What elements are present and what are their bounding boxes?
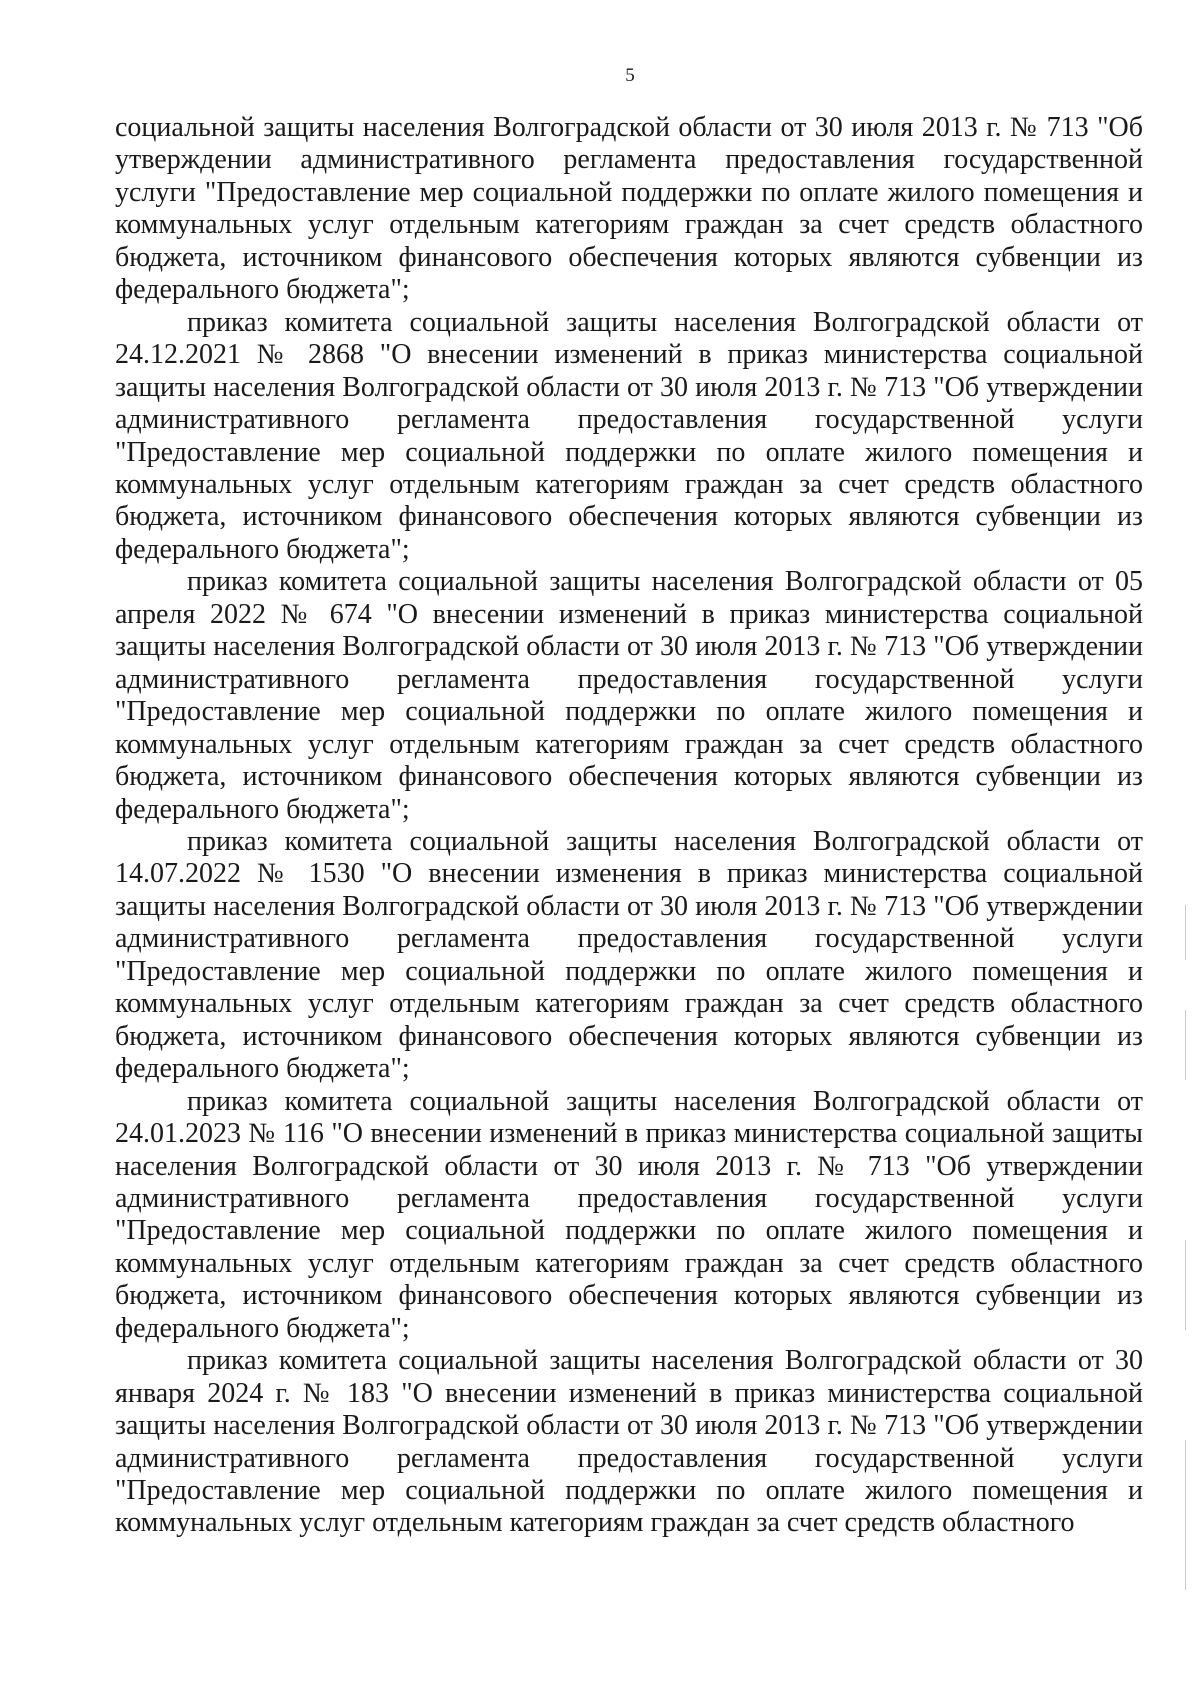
scan-edge-mark xyxy=(1185,1240,1186,1330)
scan-edge-mark xyxy=(1185,1010,1186,1080)
scan-edge-mark xyxy=(1185,905,1186,960)
document-body xyxy=(115,112,1143,1540)
paragraph: социальной защиты населения Волгоградской области от 30 июля 2013 г. № 713 "Об утверждении административного регламента предоставления государственной услуги "Предоставление мер социальной поддержки по оплате жилого помещения и коммунальных услуг отдельным категориям граждан за счет средств областного бюджета, источником финансового обеспечения которых являются субвенции из федерального бюджета"; xyxy=(115,112,1143,306)
page-number: 5 xyxy=(625,65,635,86)
paragraph: приказ комитета социальной защиты населения Волгоградской области от 24.01.2023 № 116 "О внесении изменений в приказ министерства социальной защиты населения Волгоградской области от 30 июля 2013 г. № 713 "Об утверждении административного регламента предоставления государственной услуги "Предоставление мер социальной поддержки по оплате жилого помещения и коммунальных услуг отдельным категориям граждан за счет средств областного бюджета, источником финансового обеспечения которых являются субвенции из федерального бюджета"; xyxy=(115,1085,1143,1344)
paragraph: приказ комитета социальной защиты населения Волгоградской области от 30 января 2024 г. № 183 "О внесении изменений в приказ министерства социальной защиты населения Волгоградской области от 30 июля 2013 г. № 713 "Об утверждении административного регламента предоставления государственной услуги "Предоставление мер социальной поддержки по оплате жилого помещения и коммунальных услуг отдельным категориям граждан за счет средств областного xyxy=(115,1345,1143,1539)
paragraph: приказ комитета социальной защиты населения Волгоградской области от 14.07.2022 № 1530 "О внесении изменения в приказ министерства социальной защиты населения Волгоградской области от 30 июля 2013 г. № 713 "Об утверждении административного регламента предоставления государственной услуги "Предоставление мер социальной поддержки по оплате жилого помещения и коммунальных услуг отдельным категориям граждан за счет средств областного бюджета, источником финансового обеспечения которых являются субвенции из федерального бюджета"; xyxy=(115,825,1143,1085)
scan-edge-mark xyxy=(1185,1440,1186,1590)
paragraph: приказ комитета социальной защиты населения Волгоградской области от 05 апреля 2022 № 674 "О внесении изменений в приказ министерства социальной защиты населения Волгоградской области от 30 июля 2013 г. № 713 "Об утверждении административного регламента предоставления государственной услуги "Предоставление мер социальной поддержки по оплате жилого помещения и коммунальных услуг отдельным категориям граждан за счет средств областного бюджета, источником финансового обеспечения которых являются субвенции из федерального бюджета"; xyxy=(115,566,1143,825)
paragraph: приказ комитета социальной защиты населения Волгоградской области от 24.12.2021 № 2868 "О внесении изменений в приказ министерства социальной защиты населения Волгоградской области от 30 июля 2013 г. № 713 "Об утверждении административного регламента предоставления государственной услуги "Предоставление мер социальной поддержки по оплате жилого помещения и коммунальных услуг отдельным категориям граждан за счет средств областного бюджета, источником финансового обеспечения которых являются субвенции из федерального бюджета"; xyxy=(115,306,1143,565)
